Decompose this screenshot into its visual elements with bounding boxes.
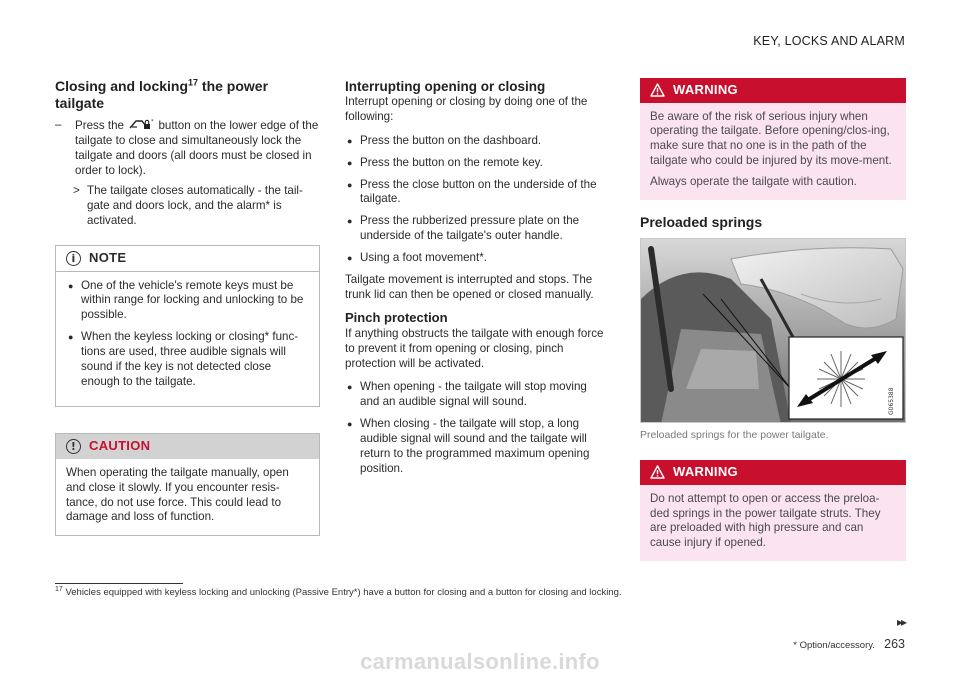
list-item: ● When closing - the tailgate will stop, a long audible signal will sound and the tailgate will return to the programmed maximum opening position. [347,417,590,475]
page-header: KEY, LOCKS AND ALARM [753,34,905,48]
watermark: carmanualsonline.info [360,649,600,674]
exclamation-circle-icon: ! [66,439,81,454]
page-number: 263 [884,637,905,651]
column-middle [345,78,607,483]
warning-title: WARNING [673,82,738,97]
list-item: ● Press the button on the remote key. [347,155,543,169]
section-heading-interrupting: Interrupting opening or closing [345,79,546,94]
note-box [55,245,320,407]
warning-box [640,78,906,200]
list-item: ● When opening - the tailgate will stop moving and an audible signal will sound. [347,380,587,409]
list-item: ● Using a foot movement*. [347,250,487,264]
figure-caption: Preloaded springs for the power tailgate. [640,428,829,441]
image-code: G065388 [888,387,895,415]
caution-title: CAUTION [89,438,151,454]
tailgate-springs-illustration [640,238,906,423]
note-title: NOTE [89,249,127,265]
section-heading-pinch-protection: Pinch protection [345,310,448,326]
next-page-arrows-icon[interactable]: ▸▸ [896,615,905,629]
section-heading-preloaded-springs: Preloaded springs [640,213,763,230]
list-item: ● One of the vehicle's remote keys must be within range for locking and unlocking to be possible. [68,278,304,322]
footnote: $^{17}$ Vehicles equipped with keyless locking and unlocking (Passive Entry*) have a button for closing and a button for closing and locking. [55,586,622,599]
interrupt-result: Tailgate movement is interrupted and stops. The trunk lid can then be opened or closed manually. [345,272,594,301]
note-header [56,246,319,272]
dash-mark: – [55,118,62,132]
warning-box-springs [640,460,906,561]
list-item: ● When the keyless locking or closing* func-tions are used, three audible signals will sound if the key is not detected close enough to the tailgate. [68,330,299,388]
result-mark: > [73,184,80,198]
warning-triangle-icon [650,83,665,97]
list-item: ● Press the close button on the underside of the tailgate. [347,177,597,206]
interrupt-intro: Interrupt opening or closing by doing one of the following: [345,95,588,124]
caution-body: When operating the tailgate manually, open and close it slowly. If you encounter resis-tance, do not use force. This could lead to damage and loss of function. [56,459,319,535]
caution-header [56,434,319,459]
warning-body: Do not attempt to open or access the preloa-ded springs in the power tailgate struts. They are preloaded with high pressure and can cause injury if opened. [640,485,906,561]
column-right [640,78,906,561]
warning-title: WARNING [673,464,738,480]
note-body [56,272,319,407]
footnote-ref[interactable]: 17 [188,77,199,88]
warning-body: Be aware of the risk of serious injury when operating the tailgate. Before opening/clos-ing, make sure that no one is in the path of the tailgate who could be injured by its move-ment. Always operate the tailgate with caution. [640,103,906,200]
list-item: ● Press the rubberized pressure plate on the underside of the tailgate's outer handle. [347,214,580,243]
footnote-divider [55,583,183,584]
svg-text:*: * [151,119,154,126]
warning-triangle-icon [650,465,665,479]
list-item: ● Press the button on the dashboard. [347,133,542,147]
lock-tailgate-button-icon [128,118,154,130]
caution-box [55,433,320,536]
info-circle-icon: i [66,251,81,266]
warning-header [640,460,906,485]
section-heading-closing-locking: Closing and locking$^{17}$ the power tailgate [55,77,269,112]
option-note: * Option/accessory. [793,640,875,651]
warning-header [640,78,906,103]
pinch-intro: If anything obstructs the tailgate with enough force to prevent it from opening or closing, pinch protection will be activated. [345,327,604,370]
instruction-result: > The tailgate closes automatically - the tail-gate and doors lock, and the alarm* is activated. [73,184,303,228]
instruction-step: – Press the * button on the lower edge of the tailgate to close and simultaneously lock the tailgate and doors (all doors must be closed in order to lock). [55,118,319,177]
column-left [55,78,320,536]
